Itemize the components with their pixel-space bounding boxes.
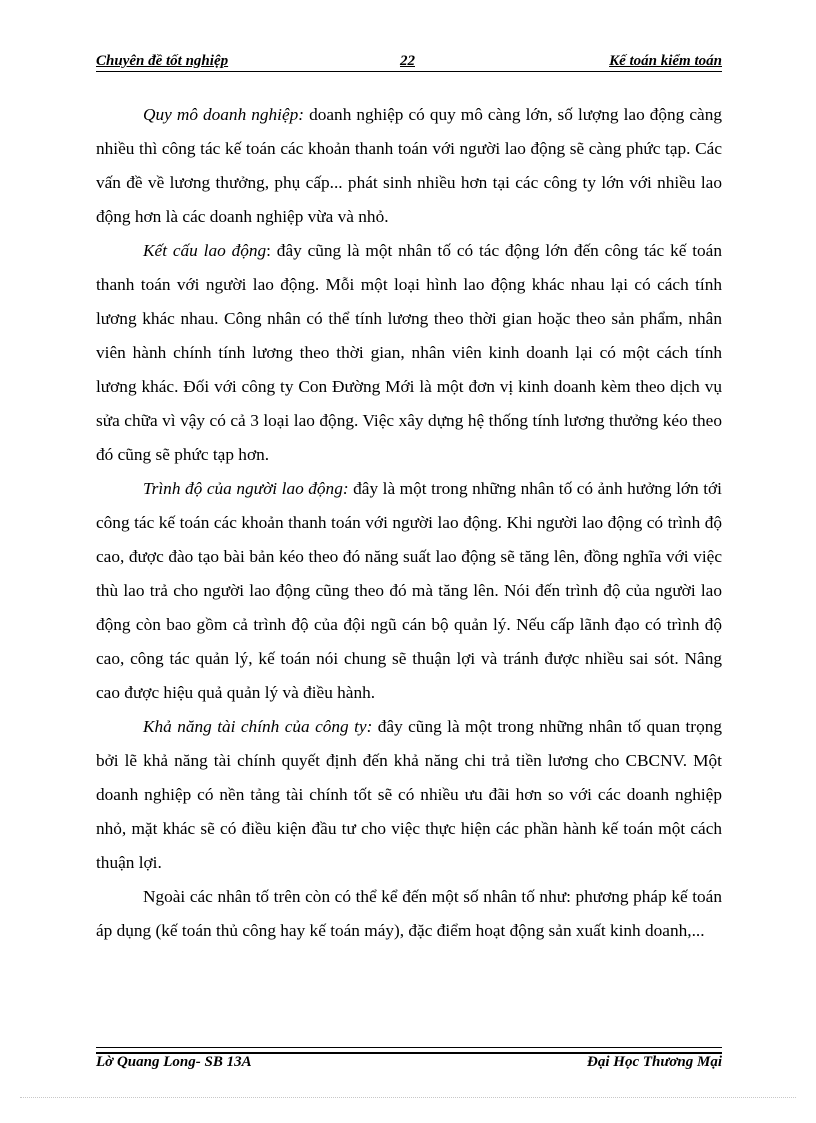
header-document-type: Chuyên đề tốt nghiệp — [96, 53, 229, 69]
page-header — [96, 51, 722, 72]
footer-author: Lờ Quang Long- SB 13A — [96, 1054, 252, 1070]
page-number: 22 — [400, 53, 415, 69]
paragraph-labor-qualification — [96, 472, 722, 710]
paragraph-other-factors — [96, 880, 722, 948]
paragraph-text: đây là một trong những nhân tố có ảnh hưởng lớn tới công tác kế toán các khoản thanh toán với người lao động. Khi người lao động có trình độ cao, được đào tạo bài bản kéo theo đó năng suất lao động sẽ tăng lên, đồng nghĩa với việc thù lao trả cho người lao động cũng theo đó mà tăng lên. Nói đến trình độ của người lao động còn bao gồm cả trình độ của đội ngũ cán bộ quản lý. Nếu cấp lãnh đạo có trình độ cao, công tác quản lý, kế toán nói chung sẽ thuận lợi và tránh được nhiều sai sót. Nâng cao được hiệu quả quản lý và điều hành. — [96, 479, 722, 702]
paragraph-labor-structure — [96, 234, 722, 472]
page-edge-divider — [20, 1097, 796, 1098]
paragraph-text: doanh nghiệp có quy mô càng lớn, số lượng lao động càng nhiều thì công tác kế toán các khoản thanh toán với người lao động sẽ càng phức tạp. Các vấn đề về lương thưởng, phụ cấp... phát sinh nhiều hơn tại các công ty lớn với nhiều lao động hơn là các doanh nghiệp vừa và nhỏ. — [96, 105, 722, 226]
document-body — [96, 98, 722, 948]
paragraph-financial-capacity — [96, 710, 722, 880]
paragraph-text: Ngoài các nhân tố trên còn có thể kể đến một số nhân tố như: phương pháp kế toán áp dụng (kế toán thủ công hay kế toán máy), đặc điểm hoạt động sản xuất kinh doanh,... — [96, 887, 722, 940]
paragraph-lead: Quy mô doanh nghiệp: — [143, 105, 305, 124]
page-footer — [96, 1054, 722, 1074]
paragraph-lead: Trình độ của người lao động: — [143, 479, 349, 498]
paragraph-company-size — [96, 98, 722, 234]
paragraph-lead: Khả năng tài chính của công ty: — [143, 717, 373, 736]
header-department: Kế toán kiểm toán — [609, 53, 722, 69]
paragraph-text: : đây cũng là một nhân tố có tác động lớn đến công tác kế toán thanh toán với người lao động. Mỗi một loại hình lao động khác nhau lại có cách tính lương khác nhau. Công nhân có thể tính lương theo thời gian hoặc theo sản phẩm, nhân viên hành chính tính lương theo thời gian, nhân viên kinh doanh lại có một cách tính lương khác. Đối với công ty Con Đường Mới là một đơn vị kinh doanh kèm theo dịch vụ sửa chữa vì vậy có cả 3 loại lao động. Việc xây dựng hệ thống tính lương thưởng kéo theo đó cũng sẽ phức tạp hơn. — [96, 241, 722, 464]
footer-university: Đại Học Thương Mại — [587, 1054, 722, 1070]
paragraph-text: đây cũng là một trong những nhân tố quan trọng bởi lẽ khả năng tài chính quyết định đến khả năng chi trả tiền lương cho CBCNV. Một doanh nghiệp có nền tảng tài chính tốt sẽ có nhiều ưu đãi hơn so với các doanh nghiệp nhỏ, mặt khác sẽ có điều kiện đầu tư cho việc thực hiện các phần hành kế toán một cách thuận lợi. — [96, 717, 722, 872]
footer-divider — [96, 1047, 722, 1054]
paragraph-lead: Kết cấu lao động — [143, 241, 267, 260]
